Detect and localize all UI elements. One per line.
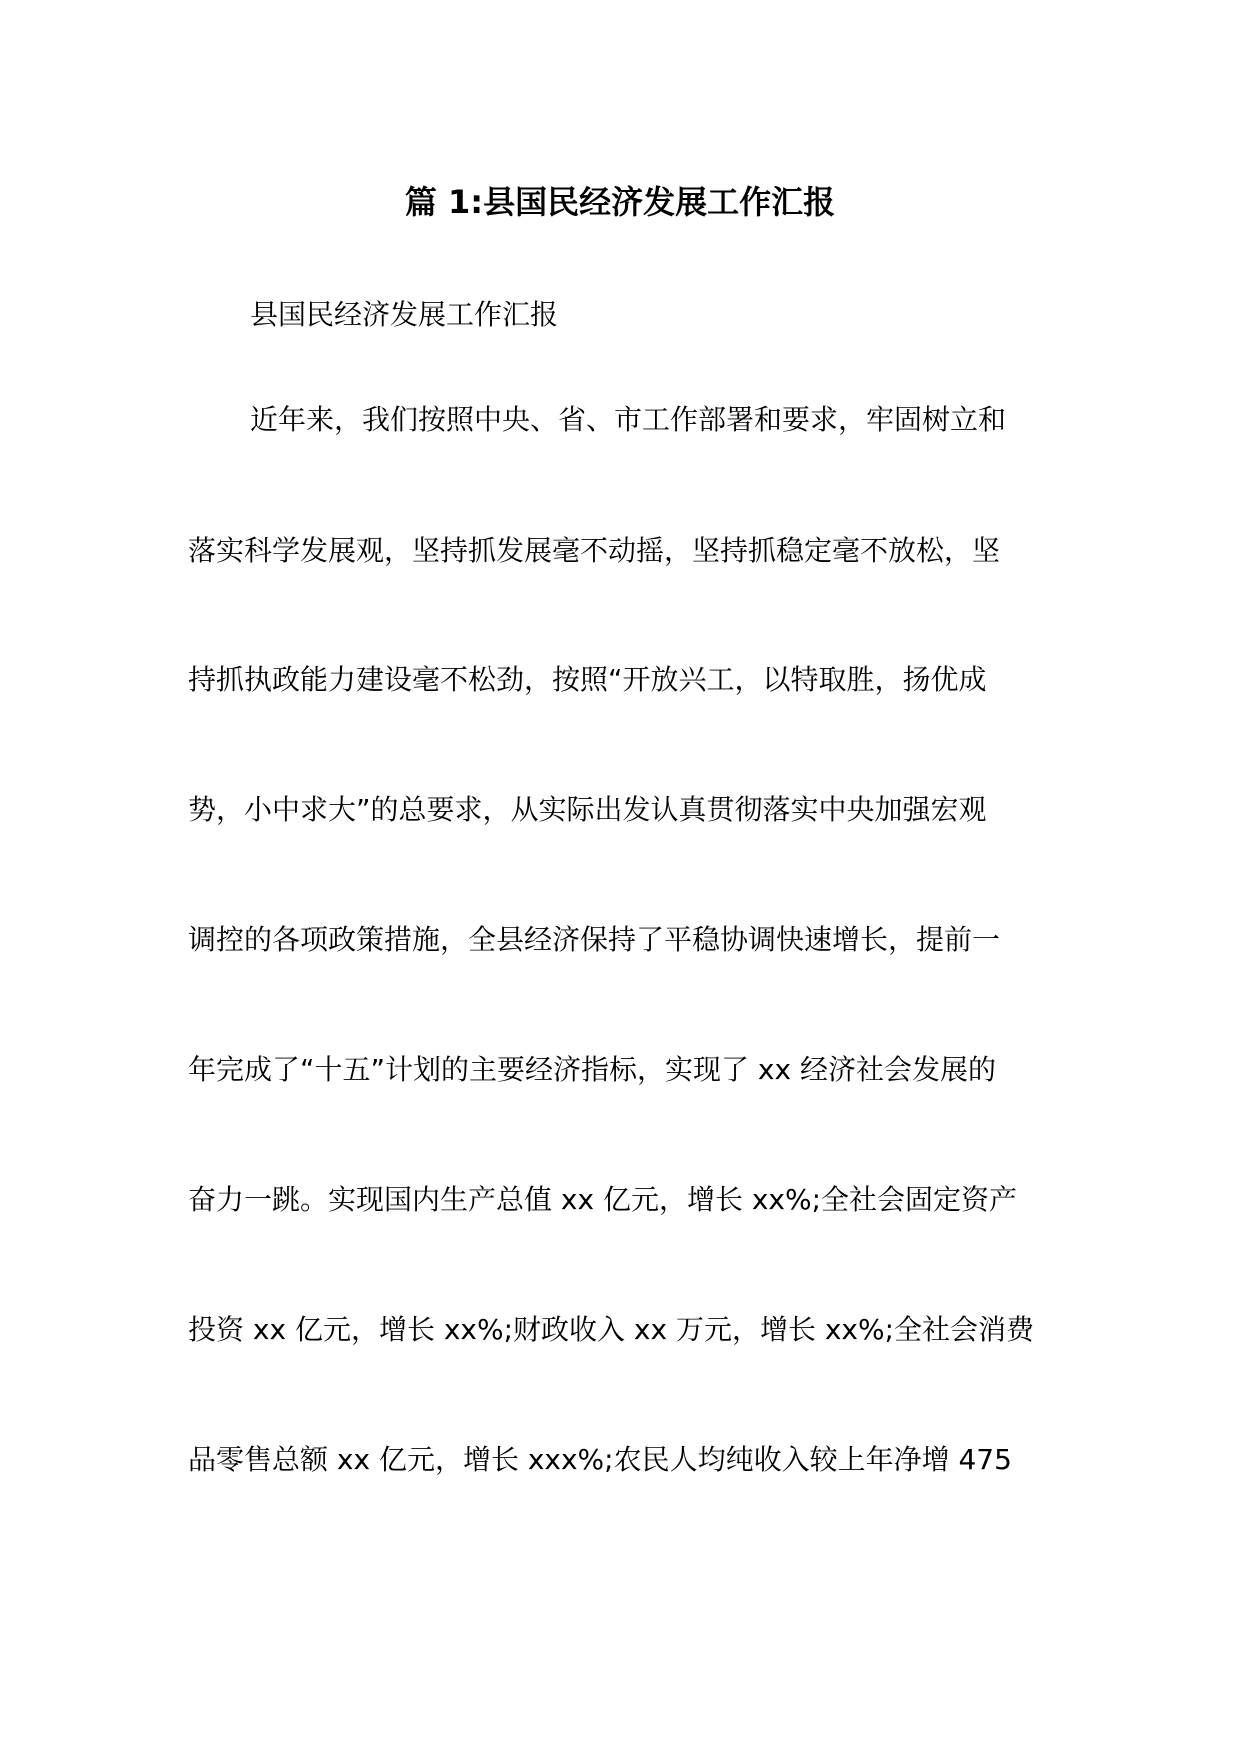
document-subtitle: 县国民经济发展工作汇报 [250, 298, 559, 331]
document-title: 篇 1:县国民经济发展工作汇报 [404, 183, 836, 221]
paragraph-line: 年完成了“十五”计划的主要经济指标，实现了 xx 经济社会发展的 [188, 1053, 996, 1086]
paragraph-line: 奋力一跳。实现国内生产总值 xx 亿元，增长 xx%;全社会固定资产 [188, 1183, 1018, 1216]
paragraph-line: 持抓执政能力建设毫不松劲，按照“开放兴工，以特取胜，扬优成 [188, 663, 987, 696]
paragraph-line: 落实科学发展观，坚持抓发展毫不动摇，坚持抓稳定毫不放松，坚 [188, 534, 1001, 567]
paragraph-line: 近年来，我们按照中央、省、市工作部署和要求，牢固树立和 [250, 403, 1007, 436]
paragraph-line: 投资 xx 亿元，增长 xx%;财政收入 xx 万元，增长 xx%;全社会消费 [188, 1313, 1035, 1346]
paragraph-line: 调控的各项政策措施，全县经济保持了平稳协调快速增长，提前一 [188, 923, 1001, 956]
paragraph-line: 势，小中求大”的总要求，从实际出发认真贯彻落实中央加强宏观 [188, 793, 987, 826]
paragraph-line: 品零售总额 xx 亿元，增长 xxx%;农民人均纯收入较上年净增 475 [188, 1443, 1012, 1476]
